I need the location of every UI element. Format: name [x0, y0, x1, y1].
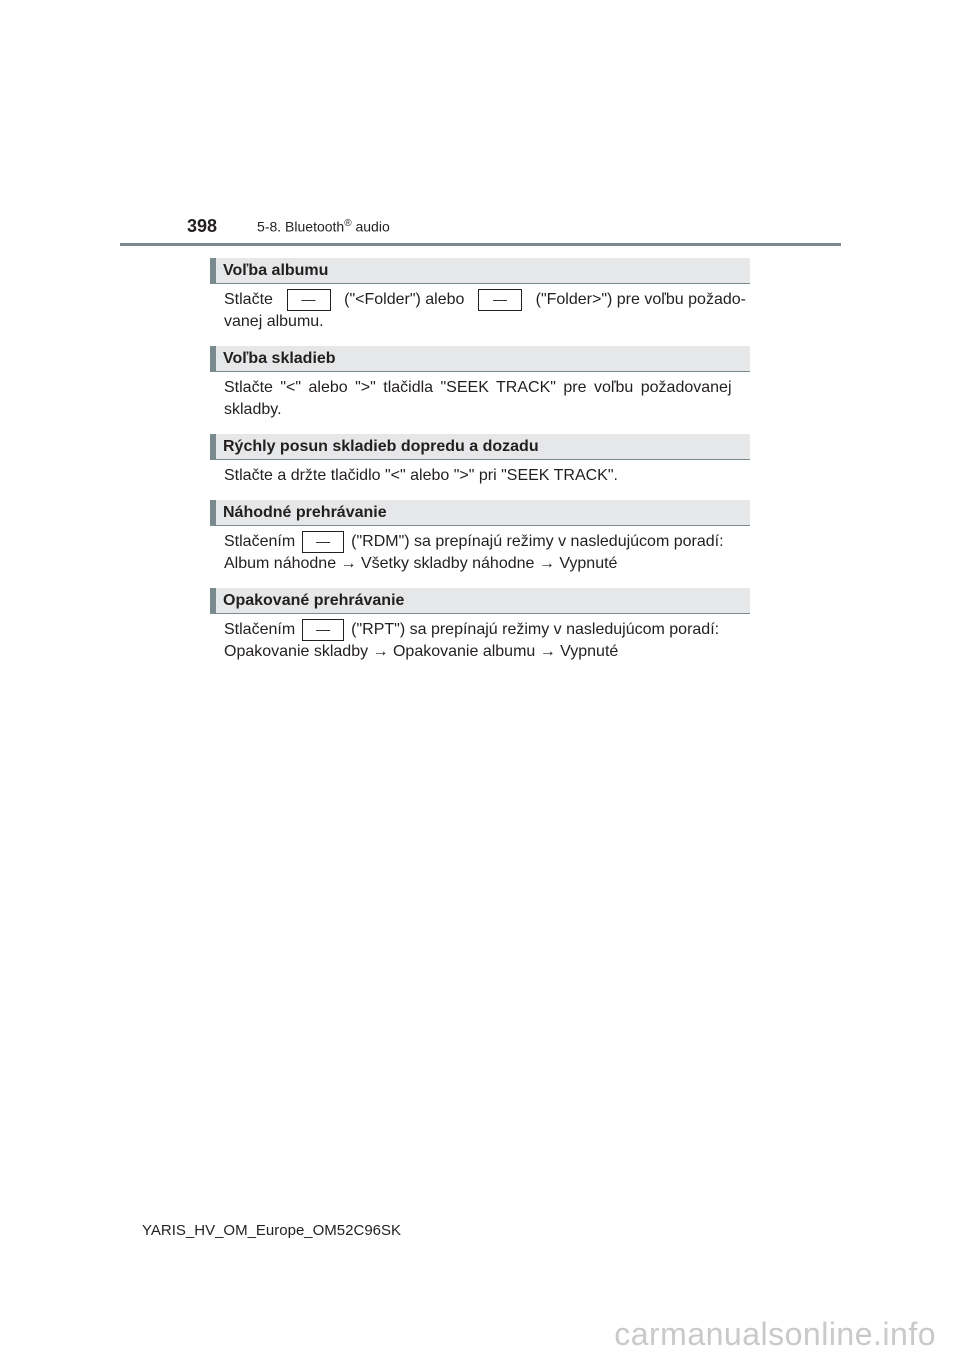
section-body-random-playback	[224, 531, 746, 575]
registered-mark: ®	[344, 218, 352, 230]
body-line	[224, 289, 746, 311]
body-line: Opakovanie skladby → Opakovanie albumu → Vypnuté	[224, 643, 619, 660]
text-fragment: ("<Folder") alebo	[344, 291, 465, 308]
page-header	[187, 216, 390, 237]
text-fragment: ("RPT") sa prepínajú režimy v nasledujúcom poradí:	[351, 621, 720, 638]
chapter-suffix: audio	[351, 219, 390, 235]
body-line: skladby.	[224, 401, 282, 418]
body-line	[224, 619, 746, 641]
repeat-button-icon: —	[302, 619, 344, 641]
folder-up-button-icon: —	[478, 289, 522, 311]
body-line	[224, 531, 746, 553]
text-fragment: ("Folder>") pre voľbu požado-	[535, 291, 746, 308]
body-line: vanej albumu.	[224, 313, 324, 330]
text-fragment: Stlačte	[224, 291, 273, 308]
header-divider	[120, 243, 841, 246]
chapter-title	[257, 218, 390, 235]
watermark: carmanualsonline.info	[614, 1316, 936, 1352]
section-title-album-selection: Voľba albumu	[210, 258, 750, 284]
body-line: Album náhodne → Všetky skladby náhodne → Vypnuté	[224, 555, 618, 572]
section-title-repeat-playback: Opakované prehrávanie	[210, 588, 750, 614]
random-button-icon: —	[302, 531, 344, 553]
text-fragment: Stlačte "<" alebo ">" tlačidla "SEEK TRACK" pre voľbu požadovanej	[224, 379, 732, 396]
section-title-random-playback: Náhodné prehrávanie	[210, 500, 750, 526]
page-number: 398	[187, 216, 218, 236]
text-fragment: Stlačením	[224, 533, 296, 550]
section-title-fast-forward-rewind: Rýchly posun skladieb dopredu a dozadu	[210, 434, 750, 460]
text-fragment: ("RDM") sa prepínajú režimy v nasledujúcom poradí:	[351, 533, 724, 550]
section-title-track-selection: Voľba skladieb	[210, 346, 750, 372]
text-fragment: Stlačením	[224, 621, 296, 638]
chapter-prefix: 5-8. Bluetooth	[257, 219, 345, 235]
body-line	[224, 377, 746, 399]
section-body-track-selection	[224, 377, 746, 421]
body-line: Stlačte a držte tlačidlo "<" alebo ">" pri "SEEK TRACK".	[224, 467, 618, 484]
section-body-fast-forward-rewind	[224, 465, 746, 487]
document-footer-code: YARIS_HV_OM_Europe_OM52C96SK	[142, 1222, 402, 1239]
section-body-album-selection	[224, 289, 746, 333]
folder-down-button-icon: —	[287, 289, 331, 311]
section-body-repeat-playback	[224, 619, 746, 663]
